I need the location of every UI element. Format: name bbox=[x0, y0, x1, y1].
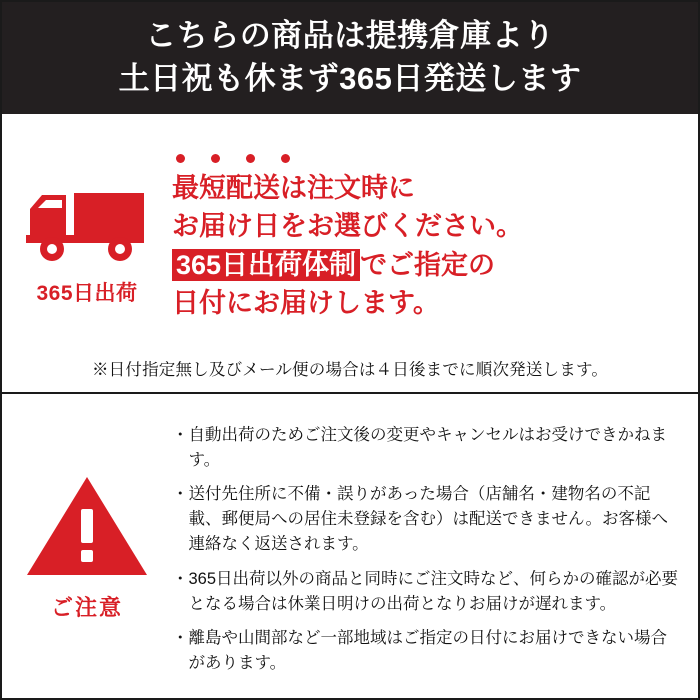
shipping-message-column bbox=[172, 124, 698, 352]
shipping-note: ※日付指定無し及びメール便の場合は４日後までに順次発送します。 bbox=[91, 361, 609, 379]
bullet-icon: ・ bbox=[172, 426, 189, 445]
caution-section bbox=[2, 394, 698, 698]
list-item bbox=[172, 567, 682, 617]
truck-caption: 365日出荷 bbox=[36, 282, 138, 305]
decorative-dots bbox=[172, 154, 684, 163]
shipping-message-line-4: 日付にお届けします。 bbox=[172, 287, 440, 318]
bullet-icon: ・ bbox=[172, 628, 189, 647]
dot-icon bbox=[281, 154, 290, 163]
bullet-icon: ・ bbox=[172, 569, 189, 588]
truck-column bbox=[2, 124, 172, 352]
shipping-message-line-3 bbox=[172, 246, 684, 284]
shipping-main bbox=[2, 114, 698, 352]
shipping-message-line-1: 最短配送は注文時に bbox=[172, 172, 415, 203]
truck-icon bbox=[22, 183, 152, 267]
caution-column bbox=[2, 404, 172, 698]
banner-header bbox=[2, 2, 698, 114]
bullet-icon: ・ bbox=[172, 485, 189, 504]
header-line-1: こちらの商品は提携倉庫より bbox=[145, 18, 555, 54]
shipping-message-line-2: お届け日をお選びください。 bbox=[172, 211, 523, 242]
dot-icon bbox=[246, 154, 255, 163]
list-item bbox=[172, 482, 682, 557]
list-item bbox=[172, 423, 682, 473]
caution-caption: ご注意 bbox=[50, 594, 123, 620]
list-item-text: 自動出荷のためご注文後の変更やキャンセルはお受けできかねます。 bbox=[188, 426, 667, 470]
shipping-section bbox=[2, 114, 698, 394]
highlight-rest: でご指定の bbox=[360, 249, 496, 280]
list-item-text: 送付先住所に不備・誤りがあった場合（店舗名・建物名の不記載、郵便局への居住未登録を含む）は配送できません。お客様へ連絡なく返送されます。 bbox=[188, 485, 668, 554]
dot-icon bbox=[211, 154, 220, 163]
caution-list bbox=[172, 404, 698, 698]
dot-icon bbox=[176, 154, 185, 163]
list-item bbox=[172, 626, 682, 676]
header-line-2: 土日祝も休まず365日発送します bbox=[118, 61, 582, 96]
list-item-text: 365日出荷以外の商品と同時にご注文時など、何らかの確認が必要となる場合は休業日明けの出荷となりお届けが遅れます。 bbox=[188, 569, 679, 613]
list-item-text: 離島や山間部など一部地域はご指定の日付にお届けできない場合があります。 bbox=[188, 628, 667, 672]
warning-triangle-icon bbox=[23, 471, 151, 583]
highlight-label: 365日出荷体制 bbox=[172, 249, 360, 281]
